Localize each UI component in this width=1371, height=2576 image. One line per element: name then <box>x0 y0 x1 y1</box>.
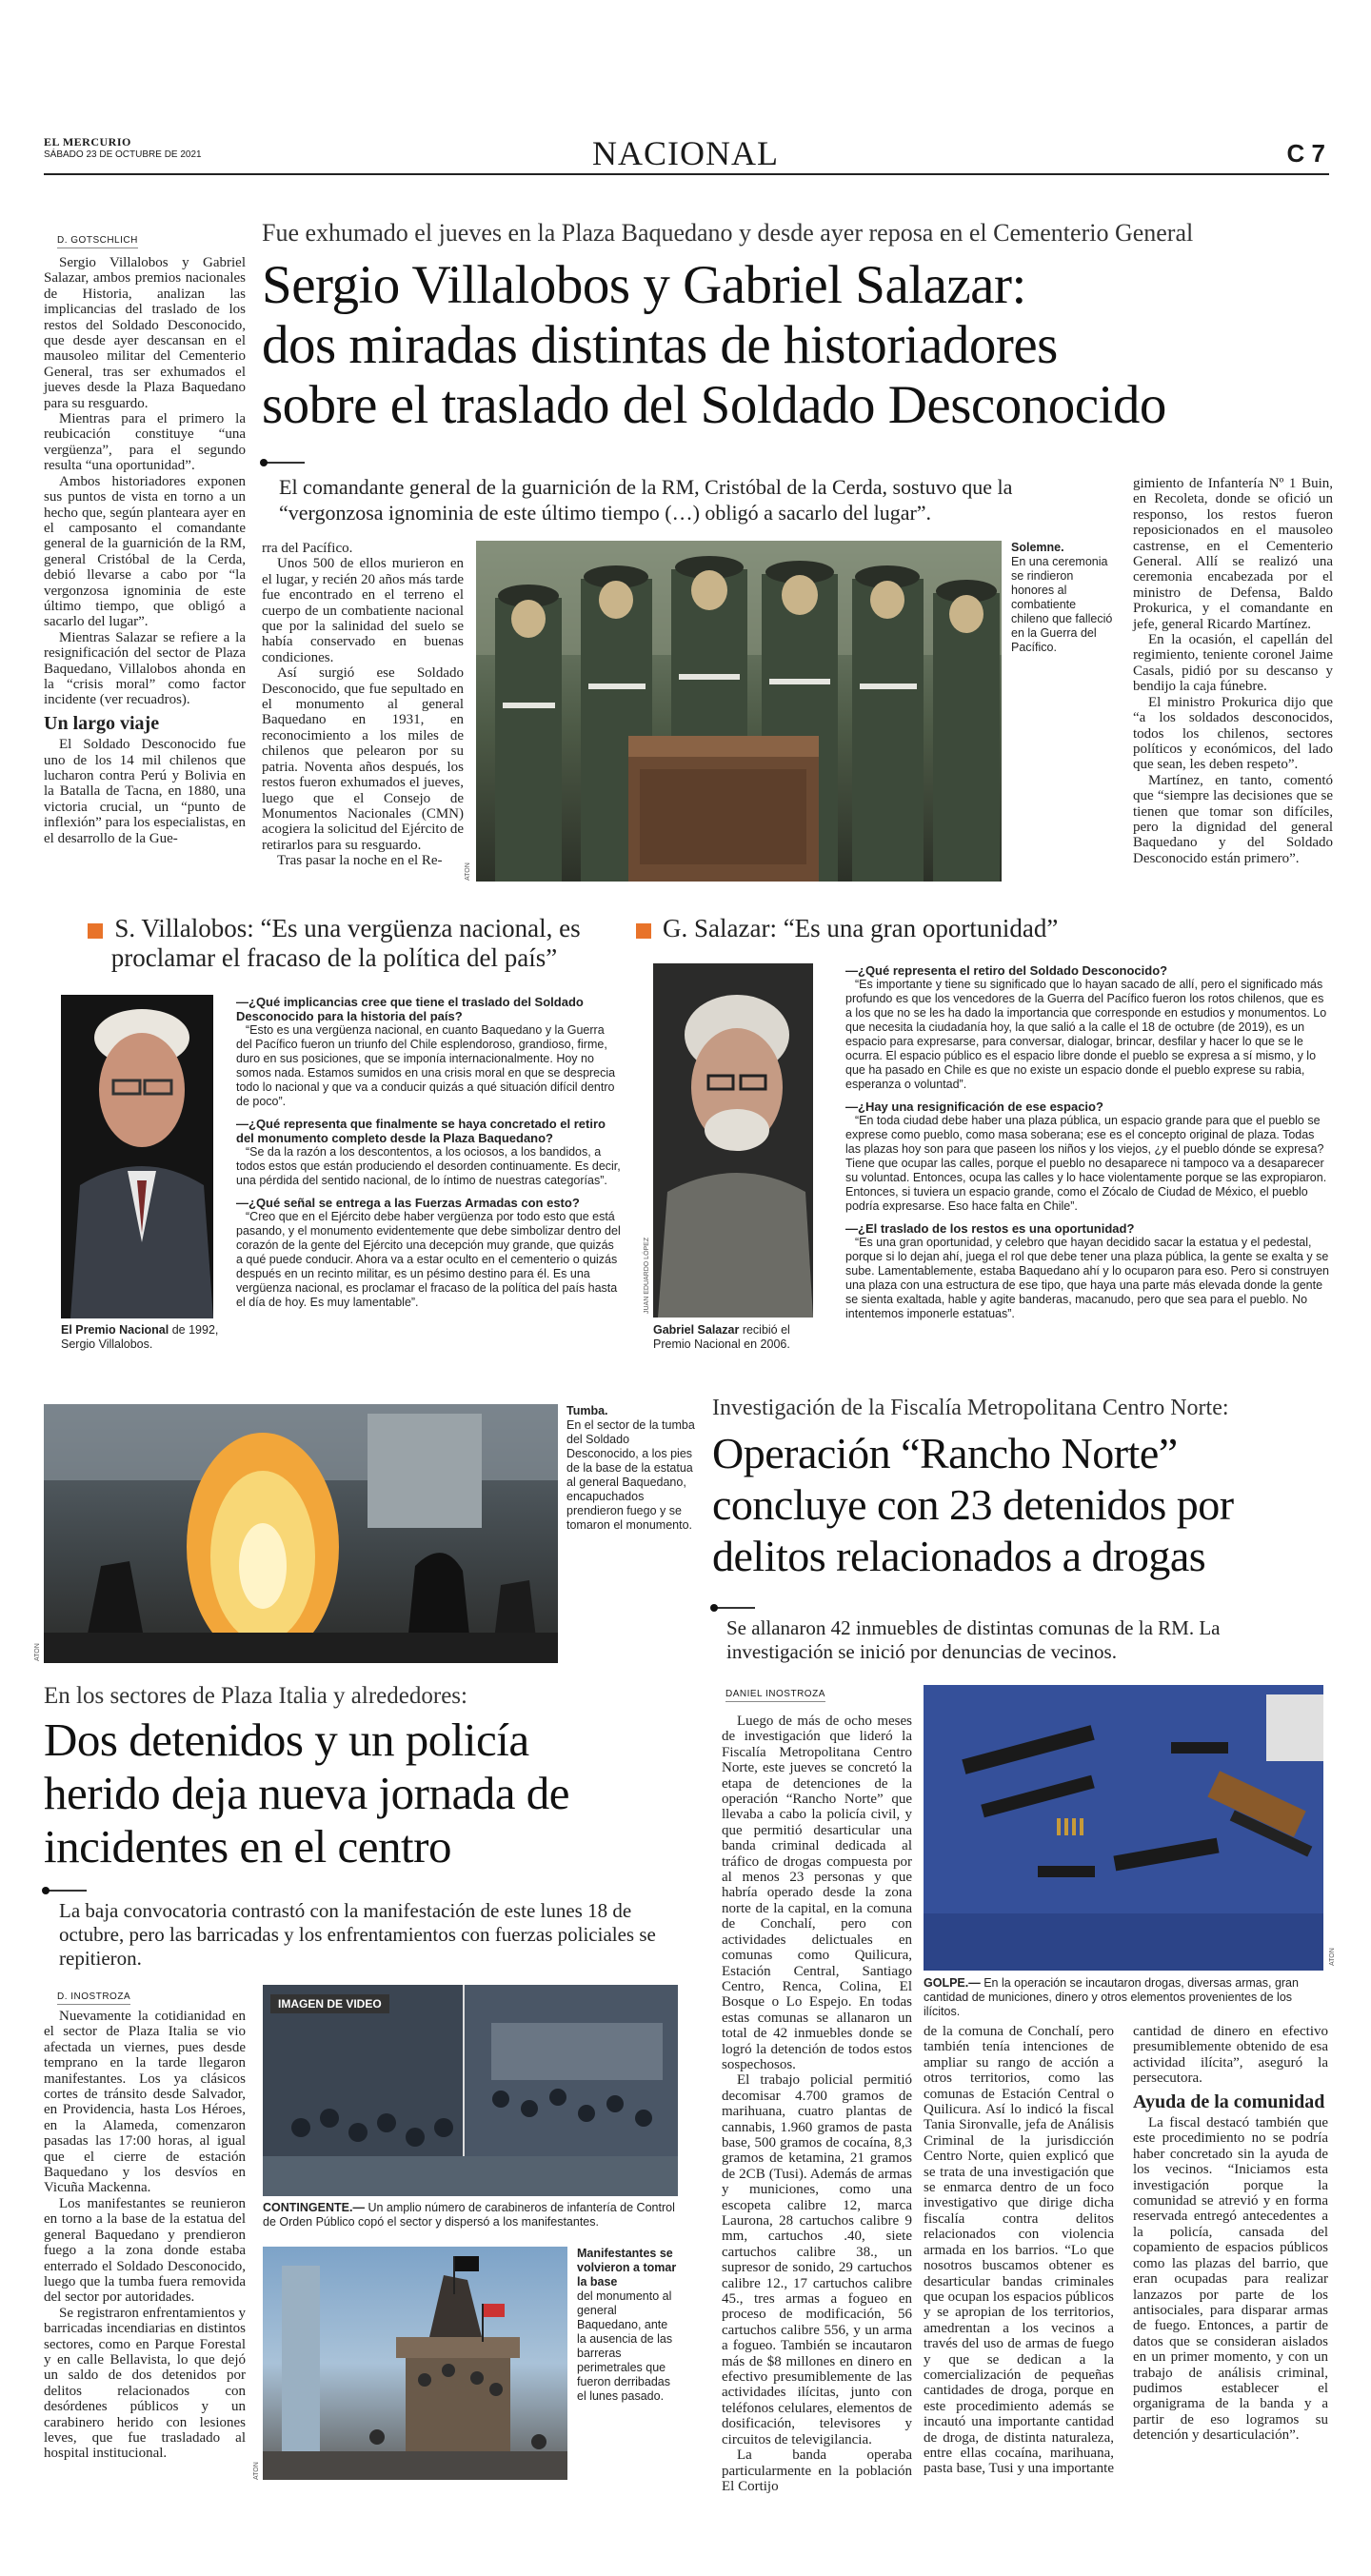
story1-byline-wrap <box>57 228 138 248</box>
lede-rule <box>262 462 305 464</box>
monument-illustration <box>263 2247 567 2480</box>
photo-credit: ATON <box>34 1643 41 1661</box>
box-headline-text: S. Villalobos: “Es una vergüenza nacional, es proclamar el fracaso de la política del país” <box>110 914 581 972</box>
story2-kicker: En los sectores de Plaza Italia y alrededores: <box>44 1683 467 1709</box>
villalobos-caption <box>61 1323 223 1352</box>
story3-paragraph: cantidad de dinero en efectivo presumiblemente obtenido de esa actividad ilícita”, aseguró la persecutora. <box>1133 2024 1328 2087</box>
story3-byline-wrap <box>725 1682 825 1702</box>
photo-credit: ATON <box>253 2462 260 2480</box>
story2-paragraph: Nuevamente la cotidianidad en el sector de Plaza Italia se vio afectada un viernes, pues desde temprano en la tarde llegaron manifestantes. Los ya clásicos cortes de tránsito desde Salvador, en Providencia, hasta Los Héroes, en la Alameda, comenzaron pasadas las 17:00 horas, al igual que el cierre de estación Baquedano y los desvíos en Vicuña Mackenna. <box>44 2009 246 2196</box>
story3-col3 <box>1133 2024 1328 2444</box>
header-rule <box>44 173 1329 175</box>
villalobos-box-headline <box>44 914 625 973</box>
story3-subhead: Ayuda de la comunidad <box>1133 2091 1325 2112</box>
portrait-illustration <box>61 995 213 1318</box>
villalobos-portrait <box>61 995 213 1318</box>
caption-title: Manifestantes se volvieron a tomar la base <box>577 2247 677 2289</box>
story1-col2 <box>262 541 464 869</box>
ceremony-photo <box>476 541 1002 882</box>
story1-headline <box>262 255 1338 435</box>
orange-square-icon <box>636 923 651 939</box>
story1-paragraph: gimiento de Infantería Nº 1 Buin, en Recoleta, donde se ofició un responso, los restos fueron reposicionados en el mausoleo castrense, en el Cementerio General. Allí se realizó una ceremonia encabezada por el ministro de Defensa, Baldo Prokurica, y el comandante en jefe, general Ricardo Martínez. <box>1133 476 1333 632</box>
ceremony-photo-caption <box>1011 541 1114 655</box>
salazar-box-headline <box>636 914 1321 943</box>
lede-rule <box>44 1890 87 1892</box>
story3-col2 <box>924 2024 1114 2477</box>
photo-credit: ATON <box>1329 1948 1336 1966</box>
interview-answer: “Es una gran oportunidad, y celebro que hayan decidido sacar la estatua y el pedestal, porque si lo dejan ahí, juega el rol que debe tener una plaza pública, la gente se exalta y se sube. Lamentablemente, estaba Baquedano ahí y lo ocuparon para eso. Pero si construyen una plaza con una estructura de ese tipo, que haya una parte más elevada donde la gente se sienta exaltada, hable y agite banderas, macanudo, pero que sea para el pueblo. No intentemos imponerle estatuas”. <box>845 1236 1329 1320</box>
caption-title: Tumba. <box>566 1404 608 1417</box>
headline-line: herido deja nueva jornada de <box>44 1767 569 1819</box>
story1-paragraph: Tras pasar la noche en el Re- <box>277 853 443 869</box>
orange-square-icon <box>88 923 103 939</box>
caption-title: El Premio Nacional <box>61 1323 169 1337</box>
story3-paragraph: de la comuna de Conchalí, pero también tenía intenciones de ampliar su rango de acción a otros territorios, como las comunas de Estación Central o Quilicura. Así lo indicó la fiscal Tania Sironvalle, jefa de Análisis Criminal de la jurisdicción Centro Norte, quien explicó que se trata de una investigación que se enmarca dentro de un foco investigativo que dirige dicha fiscalía contra delitos relacionados con violencia armada en los barrios. “Lo que nosotros buscamos obtener es desarticular bandas criminales que ocupan los espacios públicos y se apropian de los territorios, amedrentan a los vecinos a través del uso de armas de fuego y que se dedican a la comercialización de pequeñas cantidades de droga, porque en este procedimiento además se incautó una importante cantidad de droga, de distinta naturaleza, entre ellas cocaína, marihuana, pasta base, Tusi y una importante <box>924 2024 1114 2477</box>
seized-items-photo <box>924 1685 1323 1971</box>
story1-paragraph: Sergio Villalobos y Gabriel Salazar, ambos premios nacionales de Historia, analizan las implicancias del traslado de los restos del Soldado Desconocido, que desde ayer descansan en el mausoleo militar del Cementerio General, tras ser exhumados el jueves desde la Plaza Baquedano para su resguardo. <box>44 255 246 411</box>
story3-paragraph: Luego de más de ocho meses de investigación que lideró la Fiscalía Metropolitana Centro Norte, este jueves se concretó la etapa de detenciones de la operación “Rancho Norte” que llevaba a cabo la policía civil, y que permitió desarticular una banda criminal dedicada al tráfico de drogas compuesta por al menos 23 personas y que habría operado desde la zona norte de la capital, en la comuna de Conchalí, pero con actividades delictuales en comunas como Quilicura, Estación Central, Santiago Centro, Renca, Colina, El Bosque o Lo Espejo. En todas estas comunas se allanaron un total de 42 inmuebles donde se logró la detención de todos estos sospechosos. <box>722 1714 912 2072</box>
story2-paragraph: Los manifestantes se reunieron en torno a la base de la estatua del general Baquedano y prendieron fuego a la zona donde estaba enterrado el Soldado Desconocido, luego que la tumba fuera removida del sector por autoridades. <box>44 2195 246 2306</box>
fire-photo <box>44 1404 558 1663</box>
police-illustration <box>263 1985 678 2196</box>
story1-subhead: Un largo viaje <box>44 712 160 734</box>
story1-byline: D. GOTSCHLICH <box>57 235 138 248</box>
headline-line: dos miradas distintas de historiadores <box>262 315 1058 375</box>
story1-col4 <box>1133 476 1333 866</box>
story3-paragraph: La banda operaba particularmente en la población El Cortijo <box>722 2447 912 2494</box>
caption-text: En el sector de la tumba del Soldado Desconocido, a los pies de la base de la estatua al general Baquedano, encapuchados prendieron fuego y se tomaron el monumento. <box>566 1418 695 1532</box>
story2-paragraph: Se registraron enfrentamientos y barricadas incendiarias en distintos sectores, como en Parque Forestal y en calle Bellavista, lo que dejó un saldo de dos detenidos por delitos relacionados con desórdenes públicos y un carabinero herido con lesiones leves, que fue trasladado al hospital institucional. <box>44 2305 246 2462</box>
video-tag: IMAGEN DE VIDEO <box>270 1994 389 2013</box>
headline-line: Operación “Rancho Norte” <box>712 1429 1178 1477</box>
interview-question: —¿Qué representa el retiro del Soldado Desconocido? <box>845 963 1168 978</box>
interview-answer: “Creo que en el Ejército debe haber vergüenza por todo esto que está pasando, y el monumento evidentemente que debe simbolizar dentro del corazón de la gente del Ejército una decepción muy grande, que quizás a qué puede conducir. Ahora va a estar oculto en el cementerio o quizás después en un recinto militar, es un pésimo destino para él. Es una vergüenza nacional, es proclamar el fracaso de la política del país hasta el día de hoy. Es muy lamentable”. <box>236 1210 621 1309</box>
caption-title: Solemne. <box>1011 541 1064 554</box>
police-photo-caption <box>263 2201 678 2229</box>
fire-photo-caption <box>566 1404 695 1533</box>
story2-headline <box>44 1714 710 1873</box>
section-title: NACIONAL <box>592 134 779 172</box>
interview-question: —¿Hay una resignificación de ese espacio? <box>845 1100 1103 1114</box>
interview-answer: “Es importante y tiene su significado que lo hayan sacado de allí, pero el significado más profundo es que los vencedores de la Guerra del Pacífico fueron los rotos chilenos, que es a los que no se les ha dado la importancia que corresponde en estudios y monumentos. Lo que necesita la ciudadanía hoy, la que salió a la calle el 18 de octubre (de 2019), es un espacio para expresarse, para conversar, dialogar, brincar, desfilar y hacer lo que se le ocurra. El espacio público es el espacio libre donde el pueblo se expresa a sí mismo, y lo que ha pasado en Chile es que no existe un espacio donde el pueblo exprese su rabia, esperanza o voluntad”. <box>845 978 1327 1091</box>
salazar-portrait <box>653 963 813 1318</box>
headline-line: Sergio Villalobos y Gabriel Salazar: <box>262 255 1026 315</box>
photo-credit: JUAN EDUARDO LÓPEZ <box>644 1237 650 1314</box>
story3-paragraph: La fiscal destacó también que este procedimiento no se podría haber concretado sin la ayuda de los vecinos. “Iniciamos esta investigación porque la comunidad se atrevió y en forma reservada entregó antecedentes a la policía, cansada del copamiento de espacios públicos como las plazas del barrio, que eran ocupadas para realizar lanzazos por parte de los antisociales, para disparar armas de fuego. Entonces, a partir de datos que se consideran aislados en un primer momento, y con un trabajo de análisis criminal, pudimos establecer el organigrama de la banda y a partir de eso logramos su detención y desarticulación”. <box>1133 2115 1328 2444</box>
story1-paragraph: Mientras Salazar se refiere a la resignificación del sector de Plaza Baquedano, Villalobos ahonda en la “crisis moral” como factor incidente (ver recuadros). <box>44 629 246 708</box>
interview-question: —¿El traslado de los restos es una oportunidad? <box>845 1221 1135 1236</box>
police-video-photo <box>263 1985 678 2196</box>
story1-paragraph: Así surgió ese Soldado Desconocido, que fue sepultado en el monumento al general Baquedano en 1931, en reconocimiento a los miles de chilenos que pelearon por su patria. Noventa años después, los restos fueron exhumados el jueves, luego que el Consejo de Monumentos Nacionales (CMN) acogiera la solicitud del Ejército de retirarlos para su resguardo. <box>262 665 464 853</box>
story1-paragraph: El ministro Prokurica dijo que “a los soldados desconocidos, todos los chilenos, sectores políticos y económicos, del lado que sean, les deben respeto”. <box>1133 694 1333 773</box>
story1-paragraph: rra del Pacífico. <box>262 541 353 556</box>
brand-name: EL MERCURIO <box>44 135 131 149</box>
interview-answer: “Se da la razón a los descontentos, a los ociosos, a los bandidos, a todos estos que están produciendo el desorden continuamente. Es decir, una pérdida del sentido nacional, de lo íntimo de nuestras categorías”. <box>236 1145 621 1187</box>
page-number: C 7 <box>1286 139 1325 168</box>
story1-paragraph: El Soldado Desconocido fue uno de los 14 mil chilenos que lucharon contra Perú y Bolivia en la Batalla de Tacna, en 1880, una victoria crucial, un “punto de inflexión” para los especialistas, en el desarrollo de la Gue- <box>44 737 247 846</box>
headline-line: incidentes en el centro <box>44 1820 451 1873</box>
portrait-illustration <box>653 963 813 1318</box>
story2-byline-wrap <box>57 1985 130 2005</box>
photo-credit: ATON <box>465 862 471 881</box>
story2-lede: La baja convocatoria contrastó con la manifestación de este lunes 18 de octubre, pero las barricadas y los enfrentamientos con fuerzas policiales se repitieron. <box>59 1899 656 1970</box>
caption-title: GOLPE.— <box>924 1976 981 1990</box>
story2-byline: D. INOSTROZA <box>57 1991 130 2005</box>
story3-col1 <box>722 1714 912 2494</box>
headline-line: sobre el traslado del Soldado Desconocido <box>262 375 1166 435</box>
caption-text: del monumento al general Baquedano, ante la ausencia de las barreras perimetrales que fueron derribadas el lunes pasado. <box>577 2289 673 2403</box>
story1-paragraph: Unos 500 de ellos murieron en el lugar, y recién 20 años más tarde fue encontrado en el terreno el cuerpo de un combatiente nacional que por la salinidad del suelo se había conservado en buenas condiciones. <box>262 556 464 665</box>
caption-text: En la operación se incautaron drogas, diversas armas, gran cantidad de municiones, dinero y otros elementos provenientes de los ilícitos. <box>924 1976 1299 2018</box>
soldiers-illustration <box>476 541 1002 882</box>
villalobos-interview <box>236 995 623 1310</box>
story1-col1 <box>44 255 246 846</box>
lede-rule <box>712 1607 755 1609</box>
caption-text: En una ceremonia se rindieron honores al combatiente chileno que falleció en la Guerra del Pacífico. <box>1011 555 1113 654</box>
caption-text: recibió el Premio Nacional en 2006. <box>653 1323 790 1351</box>
box-headline-text: G. Salazar: “Es una gran oportunidad” <box>663 914 1059 942</box>
interview-answer: “Esto es una vergüenza nacional, en cuanto Baquedano y la Guerra del Pacífico fueron un triunfo del Chile esplendoroso, grandioso, firme, duro en sus posiciones, que se imponía internacionalmente. Hoy no somos nada. Estamos sumidos en una crisis moral en que se desprecia todo lo nacional y que va a conducir quizás a qué situación difícil dentro de poco”. <box>236 1023 616 1108</box>
seized-photo-caption <box>924 1976 1323 2019</box>
story1-lede: El comandante general de la guarnición de la RM, Cristóbal de la Cerda, sostuvo que la “vergonzosa ignominia de este último tiempo (…) obligó a sacarlo del lugar”. <box>279 475 1013 525</box>
monument-photo <box>263 2247 567 2480</box>
interview-question: —¿Qué señal se entrega a las Fuerzas Armadas con esto? <box>236 1196 580 1210</box>
interview-answer: “En toda ciudad debe haber una plaza pública, un espacio grande para que el pueblo se exprese como pueblo, como masa soberana; ese es el concepto original de plaza. Todas las plazas hoy son para que paseen los niños y los viejos, ¿y el pueblo dónde se expresa? Tiene que ocupar las calles, porque el pueblo no desaparece ni tampoco va a desaparecer su voluntad. Entonces, ocupa las calles y lo hace violentamente porque se las expropiaron. Entonces, si tuviera un espacio grande, como el Zócalo de Ciudad de México, el pueblo podría expresarse. Eso hace falta en Chile”. <box>845 1114 1327 1213</box>
story1-paragraph: Ambos historiadores exponen sus puntos de vista en torno a un hecho que, según planteara ayer en el camposanto el comandante general de la guarnición de la RM, general Cristóbal de la Cerda, debió llevarse a cabo por “la vergonzosa ignominia de este último tiempo, que obligó a sacarlo del lugar”. <box>44 473 246 630</box>
caption-text: de 1992, Sergio Villalobos. <box>61 1323 219 1351</box>
caption-title: CONTINGENTE.— <box>263 2201 365 2214</box>
story3-paragraph: El trabajo policial permitió decomisar 4.700 gramos de marihuana, cuatro plantas de cannabis, 1.960 gramos de pasta base, 500 gramos de cocaína, 8,3 gramos de ketamina, 21 gramos de 2CB (Tusi). Además de armas y municiones, como una escopeta calibre 12, marca Laurona, 28 cartuchos calibre 9 mm, cartuchos .40, siete cartuchos calibre 38., un supresor de sonido, 29 cartuchos calibre 12., 17 cartuchos calibre 45., tres armas a fogueo en proceso de modificación, 56 cartuchos calibre 556, y un arma a fogueo. También se incautaron más de $8 millones en dinero en efectivo presumiblemente de las actividades ilícitas, junto con teléfonos celulares, elementos de dosificación, televisores y circuitos de televigilancia. <box>722 2072 912 2447</box>
story1-paragraph: En la ocasión, el capellán del regimiento, teniente coronel Jaime Casals, pidió por su descanso y bendijo la caja fúnebre. <box>1133 632 1333 695</box>
story2-col1 <box>44 2009 246 2462</box>
story3-kicker: Investigación de la Fiscalía Metropolitana Centro Norte: <box>712 1396 1229 1420</box>
headline-line: concluye con 23 detenidos por <box>712 1480 1234 1529</box>
story1-paragraph: Martínez, en tanto, comentó que “siempre las decisiones que se tienen que tomar son difíciles, pero la dignidad del general Baquedano y del Soldado Desconocido están primero”. <box>1133 772 1333 866</box>
story1-kicker: Fue exhumado el jueves en la Plaza Baquedano y desde ayer reposa en el Cementerio General <box>262 219 1194 247</box>
fire-illustration <box>44 1404 558 1663</box>
caption-title: Gabriel Salazar <box>653 1323 740 1337</box>
monument-photo-caption <box>577 2247 680 2404</box>
salazar-caption <box>653 1323 825 1352</box>
headline-line: Dos detenidos y un policía <box>44 1714 529 1766</box>
story3-headline <box>712 1428 1341 1582</box>
seized-items-illustration <box>924 1685 1323 1971</box>
caption-text: Un amplio número de carabineros de infantería de Control de Orden Público copó el sector y dispersó a los manifestantes. <box>263 2201 675 2229</box>
headline-line: delitos relacionados a drogas <box>712 1532 1206 1580</box>
story3-lede: Se allanaron 42 inmuebles de distintas comunas de la RM. La investigación se inició por denuncias de vecinos. <box>726 1616 1221 1663</box>
salazar-interview <box>845 963 1331 1321</box>
interview-question: —¿Qué implicancias cree que tiene el traslado del Soldado Desconocido para la historia del país? <box>236 995 584 1023</box>
issue-date: SÁBADO 23 DE OCTUBRE DE 2021 <box>44 149 202 160</box>
interview-question: —¿Qué representa que finalmente se haya concretado el retiro del monumento completo desde la Plaza Baquedano? <box>236 1117 606 1145</box>
story3-byline: DANIEL INOSTROZA <box>725 1689 825 1702</box>
story1-paragraph: Mientras para el primero la reubicación constituye “una vergüenza”, para el segundo resulta “una oportunidad”. <box>44 411 246 474</box>
masthead <box>44 136 202 161</box>
